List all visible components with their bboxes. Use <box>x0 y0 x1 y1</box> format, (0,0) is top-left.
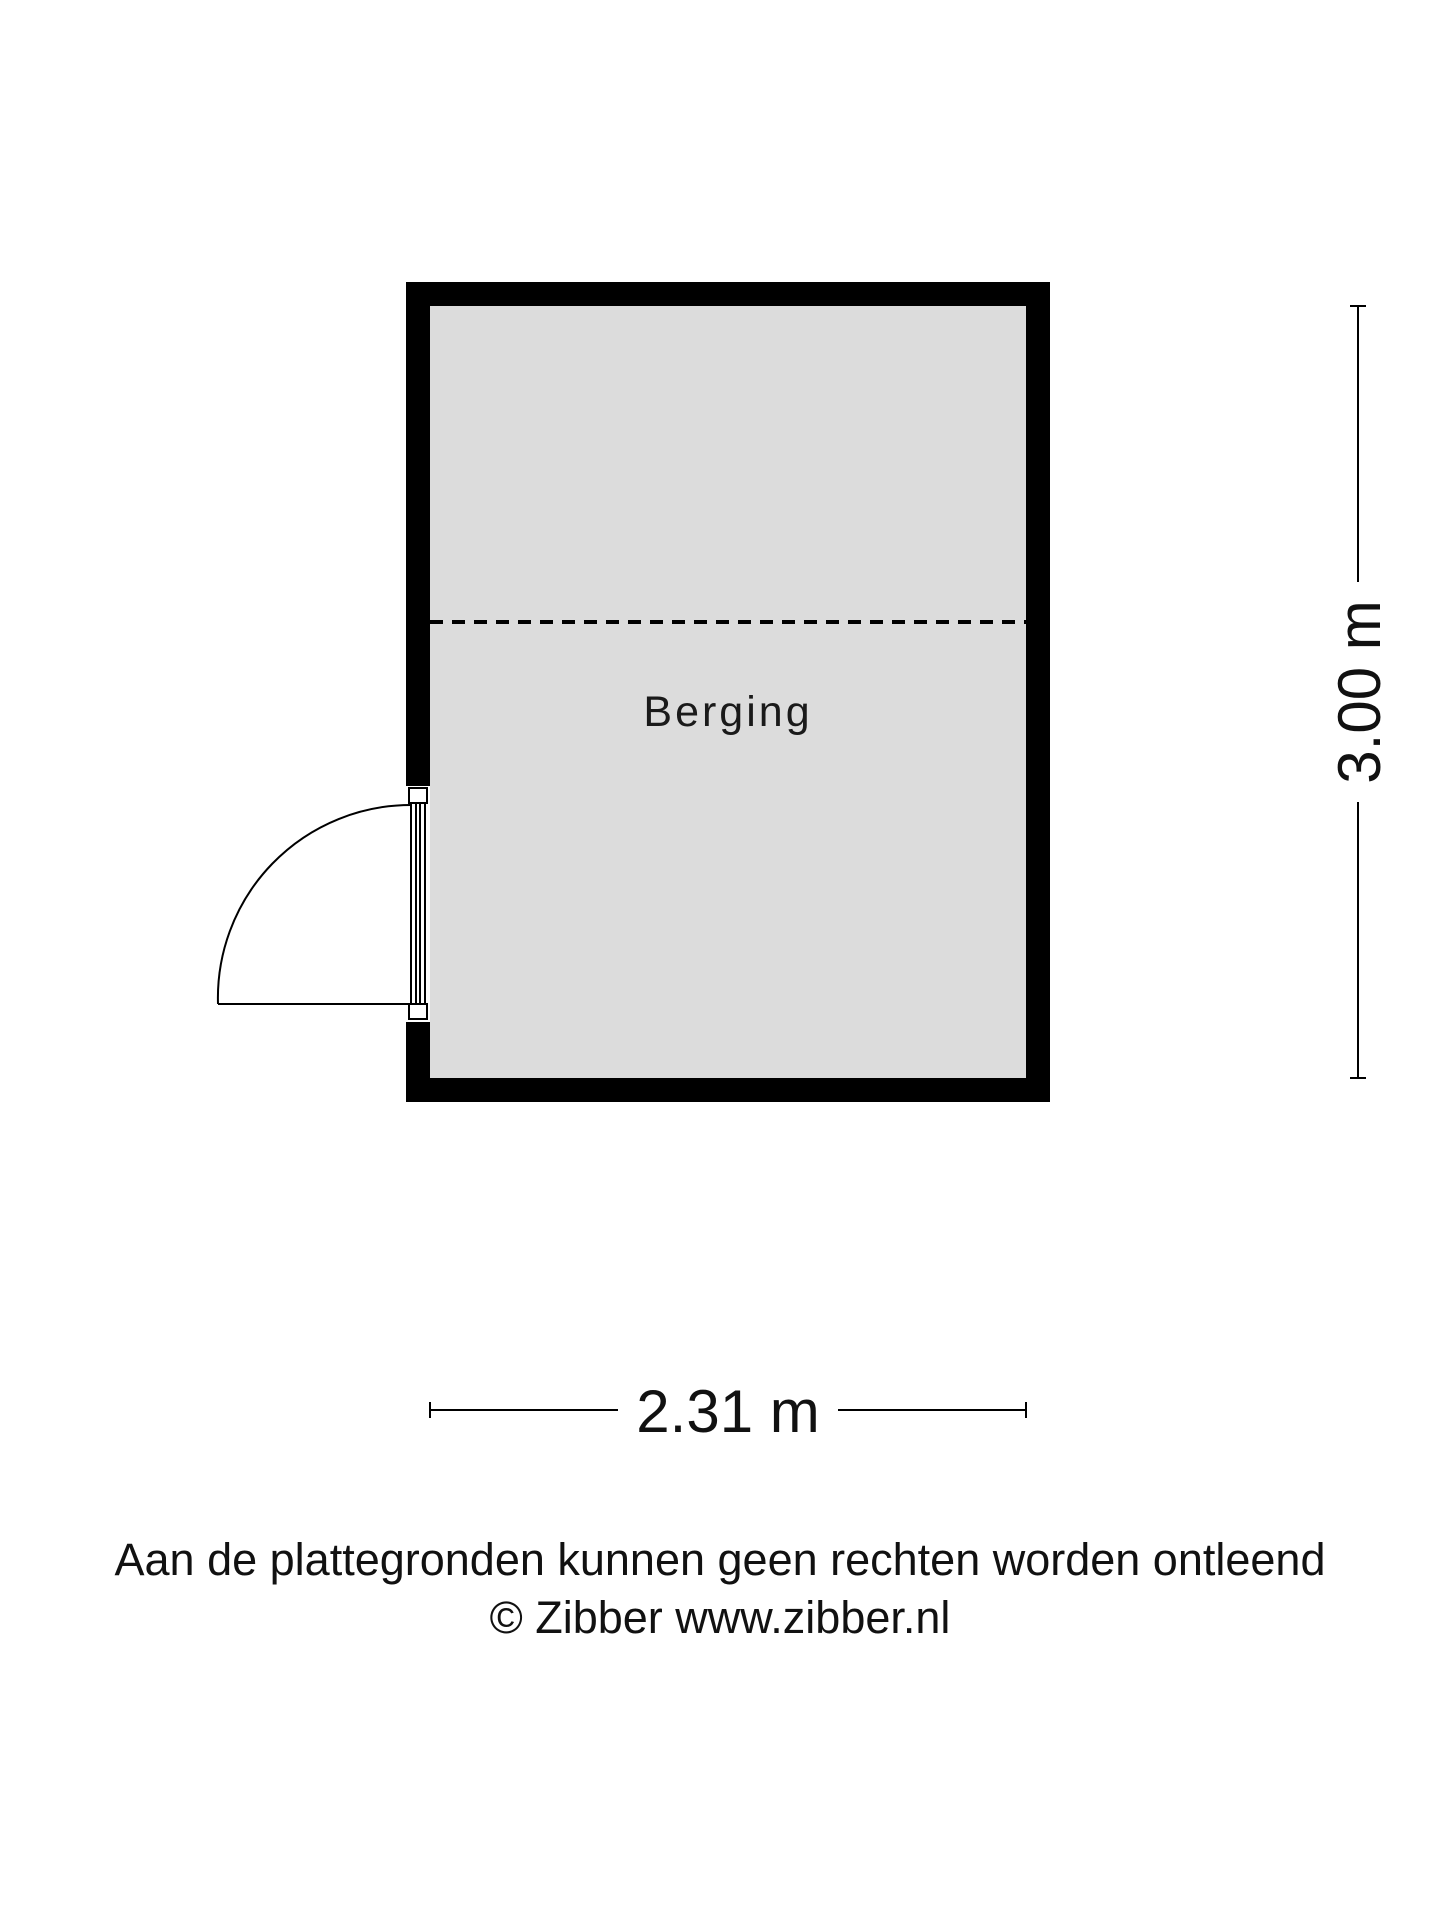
credit-text: © Zibber www.zibber.nl <box>489 1592 951 1643</box>
door-jamb-bottom <box>409 1004 427 1019</box>
door-swing <box>218 805 411 1004</box>
wall-left-upper <box>406 282 430 786</box>
wall-top <box>406 282 1050 306</box>
width-label: 2.31 m <box>636 1378 820 1445</box>
door-arc <box>218 805 411 1004</box>
wall-bottom <box>406 1078 1050 1102</box>
room-label: Berging <box>643 688 813 736</box>
wall-left-lower <box>406 1022 430 1102</box>
height-label: 3.00 m <box>1326 600 1393 784</box>
disclaimer-text: Aan de plattegronden kunnen geen rechten worden ontleend <box>114 1534 1326 1585</box>
door-frame <box>409 788 427 1019</box>
wall-right <box>1026 282 1050 1102</box>
door-jamb-top <box>409 788 427 803</box>
